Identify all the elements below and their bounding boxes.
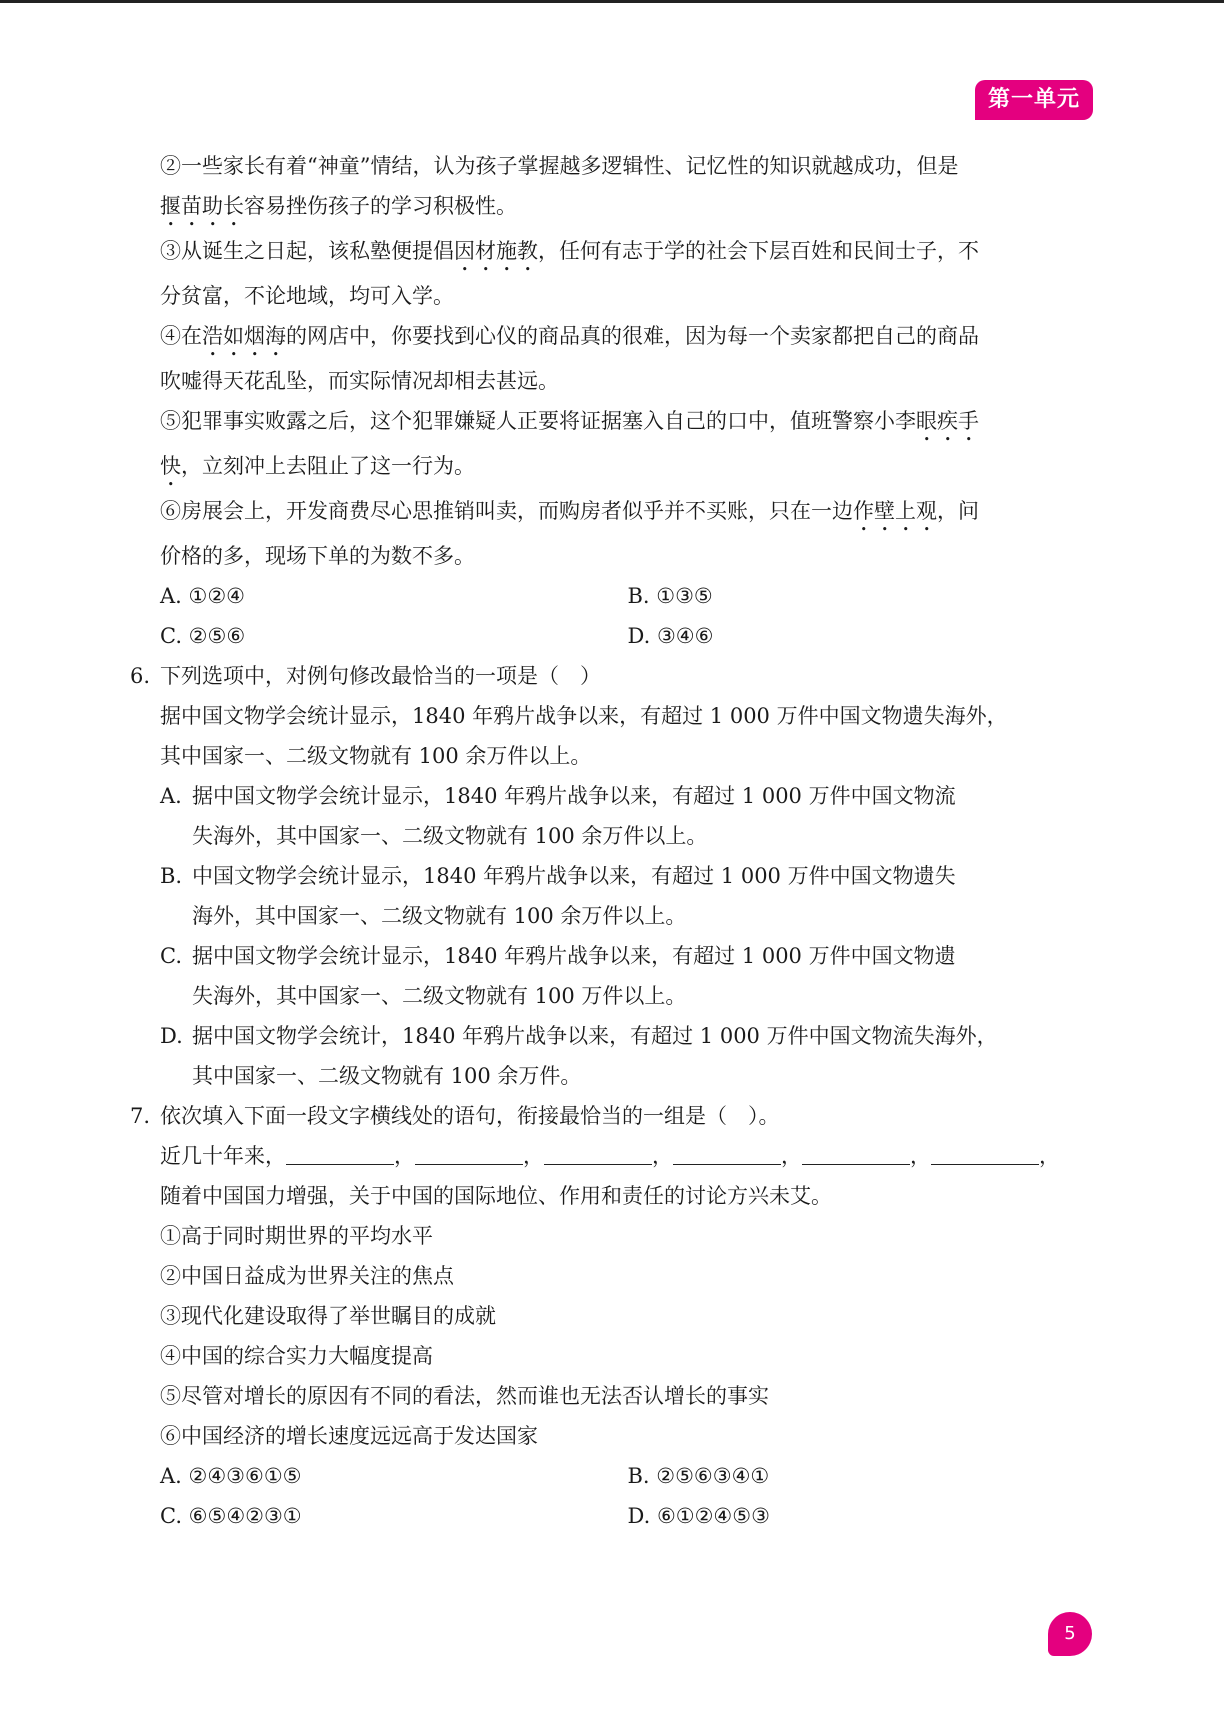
q6-option-b[interactable]: B. 中国文物学会统计显示，1840 年鸦片战争以来，有超过 1 000 万件中国文物遗失 海外，其中国家一、二级文物就有 100 余万件以上。: [160, 864, 956, 928]
emphasized-idiom: 眼疾手: [916, 409, 979, 433]
q5-item-6: ⑥房展会上，开发商费尽心思推销叫卖，而购房者似乎并不买账，只在一边作壁上观，问 价格的多，现场下单的为数不多。: [160, 499, 979, 568]
q5-option-d[interactable]: D. ③④⑥: [627, 624, 714, 648]
q7-option-d[interactable]: D. ⑥①②④⑤③: [627, 1504, 770, 1528]
q5-option-b[interactable]: B. ①③⑤: [627, 584, 713, 608]
q5-item-3: ③从诞生之日起，该私塾便提倡因材施教，任何有志于学的社会下层百姓和民间士子，不 分贫富，不论地域，均可入学。: [160, 239, 979, 308]
question-number: 6.: [130, 664, 151, 688]
list-item: ⑥中国经济的增长速度远远高于发达国家: [160, 1424, 538, 1448]
q7-option-b[interactable]: B. ②⑤⑥③④①: [627, 1464, 770, 1488]
q7-options-row-1: [130, 1456, 1095, 1496]
page-content: [130, 146, 1095, 1536]
q7-sentence-list: [130, 1216, 1095, 1456]
fill-blank[interactable]: [673, 1140, 781, 1165]
q7-option-a[interactable]: A. ②④③⑥①⑤: [160, 1464, 302, 1488]
q5-option-a[interactable]: A. ①②④: [160, 584, 245, 608]
q6-stem: 6. 下列选项中，对例句修改最恰当的一项是（ ）: [130, 656, 1095, 696]
list-item: ④中国的综合实力大幅度提高: [160, 1344, 433, 1368]
list-item: ①高于同时期世界的平均水平: [160, 1224, 433, 1248]
emphasized-idiom: 揠苗助长: [160, 194, 244, 218]
q5-item-4: ④在浩如烟海的网店中，你要找到心仪的商品真的很难，因为每一个卖家都把自己的商品 吹嘘得天花乱坠，而实际情况却相去甚远。: [160, 324, 979, 393]
q5-option-c[interactable]: C. ②⑤⑥: [160, 624, 246, 648]
q7-option-c[interactable]: C. ⑥⑤④②③①: [160, 1504, 302, 1528]
emphasized-idiom: 因材施教: [454, 239, 538, 263]
q7-passage: 近几十年来， ， ， ， ， ， ， 随着中国国力增强，关于中国的国际地位、作用和责任的讨论方兴未艾。: [130, 1136, 1095, 1216]
q5-item-2: ②一些家长有着“神童”情结，认为孩子掌握越多逻辑性、记忆性的知识就越成功，但是 揠苗助长容易挫伤孩子的学习积极性。: [160, 154, 959, 218]
fill-blank[interactable]: [415, 1140, 523, 1165]
q6-option-d[interactable]: D. 据中国文物学会统计，1840 年鸦片战争以来，有超过 1 000 万件中国文物流失海外， 其中国家一、二级文物就有 100 余万件。: [160, 1024, 998, 1088]
q6-example-sentence: 据中国文物学会统计显示，1840 年鸦片战争以来，有超过 1 000 万件中国文物遗失海外， 其中国家一、二级文物就有 100 余万件以上。: [160, 704, 1008, 768]
list-item: ③现代化建设取得了举世瞩目的成就: [160, 1304, 496, 1328]
q7-options-row-2: [130, 1496, 1095, 1536]
q5-options-row-2: [130, 616, 1095, 656]
emphasized-idiom: 快: [160, 454, 181, 478]
q7-stem: 7. 依次填入下面一段文字横线处的语句，衔接最恰当的一组是（ ）。: [130, 1096, 1095, 1136]
emphasized-idiom: 作壁上观: [853, 499, 937, 523]
question-number: 7.: [130, 1104, 151, 1128]
q5-options-row-1: [130, 576, 1095, 616]
fill-blank[interactable]: [931, 1140, 1039, 1165]
emphasized-idiom: 浩如烟海: [202, 324, 286, 348]
fill-blank[interactable]: [286, 1140, 394, 1165]
page-number: 5: [1048, 1612, 1092, 1656]
top-rule: [0, 0, 1224, 3]
fill-blank[interactable]: [544, 1140, 652, 1165]
q6-option-c[interactable]: C. 据中国文物学会统计显示，1840 年鸦片战争以来，有超过 1 000 万件中国文物遗 失海外，其中国家一、二级文物就有 100 万件以上。: [160, 944, 956, 1008]
list-item: ②中国日益成为世界关注的焦点: [160, 1264, 454, 1288]
unit-badge: 第一单元: [975, 80, 1093, 120]
q5-item-5: ⑤犯罪事实败露之后，这个犯罪嫌疑人正要将证据塞入自己的口中，值班警察小李眼疾手 快，立刻冲上去阻止了这一行为。: [160, 409, 979, 478]
list-item: ⑤尽管对增长的原因有不同的看法，然而谁也无法否认增长的事实: [160, 1384, 769, 1408]
fill-blank[interactable]: [802, 1140, 910, 1165]
q6-option-a[interactable]: A. 据中国文物学会统计显示，1840 年鸦片战争以来，有超过 1 000 万件中国文物流 失海外，其中国家一、二级文物就有 100 余万件以上。: [160, 784, 956, 848]
